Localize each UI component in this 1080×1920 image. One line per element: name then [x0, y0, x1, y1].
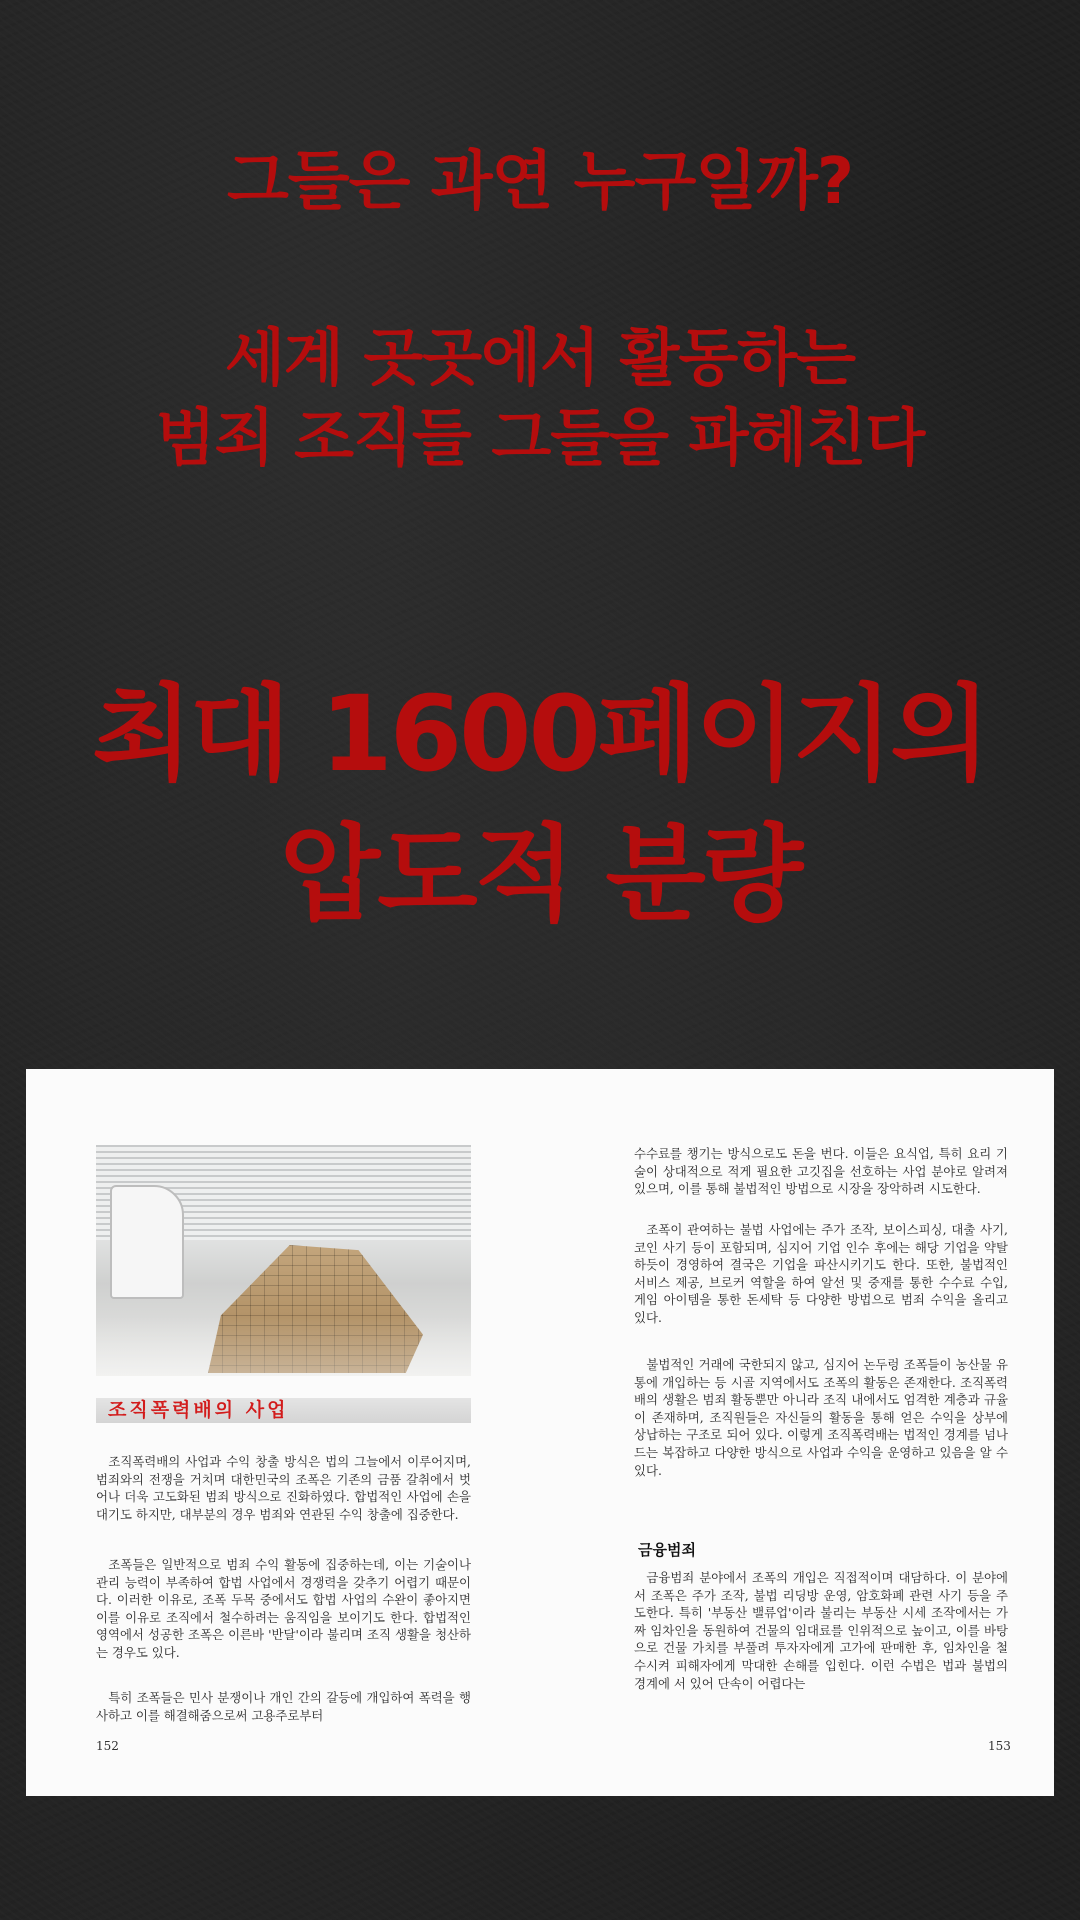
left-page [26, 1069, 540, 1796]
big-headline-line-1: 최대 1600페이지의 [92, 673, 988, 795]
left-paragraph-1: 조직폭력배의 사업과 수익 창출 방식은 법의 그늘에서 이루어지며, 범죄와의 전쟁을 거치며 대한민국의 조폭은 기존의 금품 갈취에서 벗어나 더욱 고도화된 범죄 방식으로 진화하였다. 합법적인 사업에 손을 대기도 하지만, 대부분의 경우 범죄와 연관된 수익 창출에 집중한다. [96, 1454, 471, 1522]
question-headline: 그들은 과연 누구일까? [226, 145, 854, 219]
open-book-spread [26, 1069, 1054, 1796]
page-number-left: 152 [96, 1739, 119, 1753]
big-headline-line-2: 압도적 분량 [279, 813, 801, 935]
floor-reflection [96, 1316, 471, 1376]
right-paragraph-3: 불법적인 거래에 국한되지 않고, 심지어 논두렁 조폭들이 농산물 유통에 개입하는 등 시골 지역에서도 조폭의 활동은 존재한다. 조직폭력배의 생활은 범죄 활동뿐만 아니라 조직 내에서도 엄격한 계층과 규율이 존재하며, 조직원들은 자신들의 활동을 통해 얻은 수익을 상부에 상납하는 구조로 되어 있다. 이렇게 조직폭력배는 법적인 경계를 넘나드는 복잡하고 다양한 방식으로 사업과 수익을 운영하고 있음을 알 수 있다. [634, 1357, 1008, 1478]
subtitle-line-2: 범죄 조직들 그들을 파헤친다 [155, 401, 925, 474]
right-paragraph-2: 조폭이 관여하는 불법 사업에는 주가 조작, 보이스피싱, 대출 사기, 코인 사기 등이 포함되며, 심지어 기업 인수 후에는 해당 기업을 약탈하듯이 경영하여 결국은 기업을 파산시키기도 한다. 또한, 불법적인 서비스 제공, 브로커 역할을 하여 알선 및 중재를 통한 수수료 수입, 게임 아이템을 통한 돈세탁 등 다양한 방법으로 범죄 수익을 올리고 있다. [634, 1222, 1008, 1325]
left-paragraph-3: 특히 조폭들은 민사 분쟁이나 개인 간의 갈등에 개입하여 폭력을 행사하고 이를 해결해줌으로써 고용주로부터 [96, 1690, 471, 1723]
section-title: 조직폭력배의 사업 [96, 1398, 471, 1423]
page-number-right: 153 [988, 1739, 1011, 1753]
right-paragraph-4: 금융범죄 분야에서 조폭의 개입은 직접적이며 대담하다. 이 분야에서 조폭은 주가 조작, 불법 리딩방 운영, 암호화폐 관련 사기 등을 주도한다. 특히 '부동산 밸류업'이라 불리는 부동산 시세 조작에서는 가짜 임차인을 동원하여 건물의 임대료를 인위적으로 높이고, 이를 바탕으로 건물 가치를 부풀려 투자자에게 고가에 판매한 후, 임차인을 철수시켜 피해자에게 막대한 손해를 입힌다. 이런 수법은 법과 불법의 경계에 서 있어 단속이 어렵다는 [634, 1570, 1008, 1691]
subtitle-line-1: 세계 곳곳에서 활동하는 [224, 321, 856, 394]
piano-shape [110, 1185, 184, 1299]
right-page [540, 1069, 1054, 1796]
right-paragraph-1: 수수료를 챙기는 방식으로도 돈을 번다. 이들은 요식업, 특히 요리 기술이 상대적으로 적게 필요한 고깃집을 선호하는 사업 분야로 알려져 있으며, 이를 통해 불법적인 방법으로 시장을 장악하려 시도한다. [634, 1146, 1008, 1197]
left-paragraph-2: 조폭들은 일반적으로 범죄 수익 활동에 집중하는데, 이는 기술이나 관리 능력이 부족하여 합법 사업에서 경쟁력을 갖추기 어렵기 때문이다. 이러한 이유로, 조폭 두목 중에서도 합법 사업의 수완이 좋아지면 이를 이유로 조직에서 철수하려는 움직임을 보이기도 한다. 합법적인 영역에서 성공한 조폭은 이른바 '반달'이라 불리며 조직 생활을 청산하는 경우도 있다. [96, 1557, 471, 1660]
sub-heading: 금융범죄 [638, 1541, 696, 1559]
cash-boxes-photo [96, 1145, 471, 1376]
